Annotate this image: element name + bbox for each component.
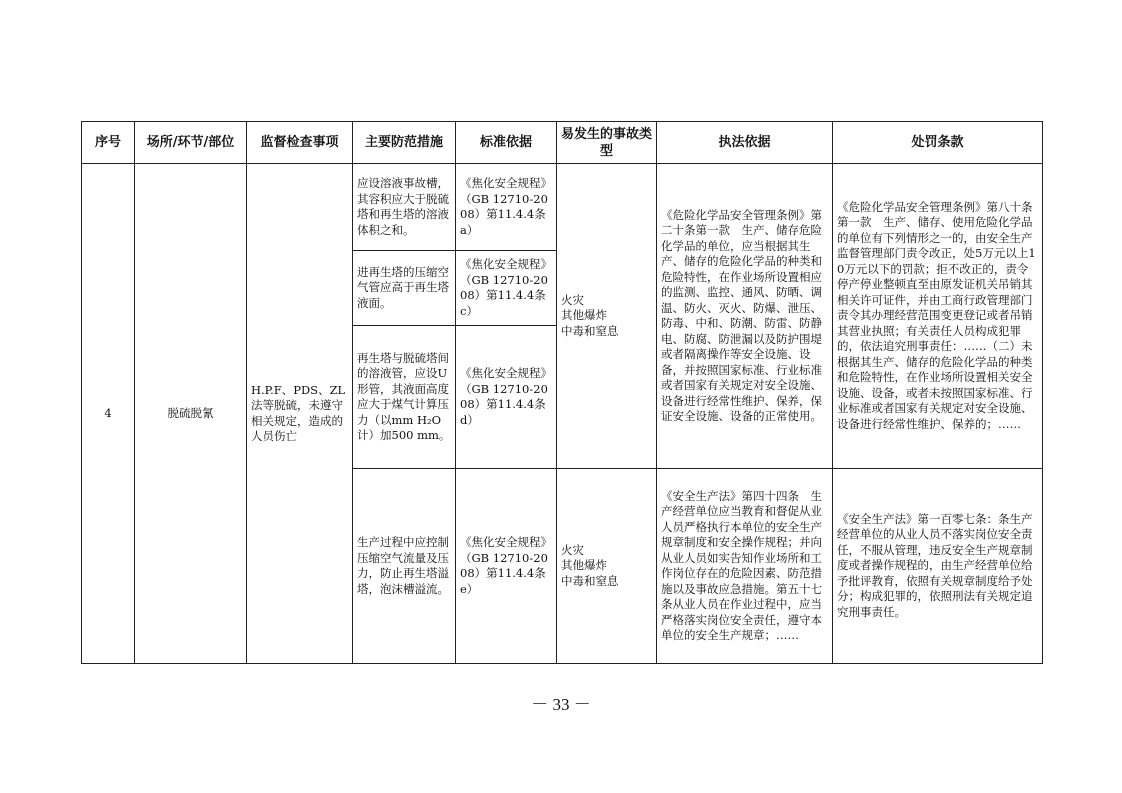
penalty-cell: 《安全生产法》第一百零七条：条生产经营单位的从业人员不落实岗位安全责任，不服从管理，违反安全生产规章制度或者操作规程的，由生产经营单位给予批评教育，依照有关规章制度给予处分；构成犯罪的，依照刑法有关规定追究刑事责任。 bbox=[833, 469, 1043, 664]
measure-cell: 再生塔与脱硫塔间的溶液管，应设U形管，其液面高度应大于煤气计算压力（以mm H₂O计）加500 mm。 bbox=[353, 326, 456, 469]
standard-cell: 《焦化安全规程》（GB 12710-2008）第11.4.4条a） bbox=[456, 164, 557, 251]
header-item: 监督检查事项 bbox=[247, 122, 353, 164]
measure-cell: 生产过程中应控制压缩空气流量及压力，防止再生塔溢塔，泡沫槽溢流。 bbox=[353, 469, 456, 664]
seq-cell: 4 bbox=[82, 164, 135, 664]
place-cell: 脱硫脱氰 bbox=[135, 164, 247, 664]
page-number: － 33 － bbox=[531, 695, 591, 714]
legal-basis-cell: 《危险化学品安全管理条例》第二十条第一款 生产、储存危险化学品的单位，应当根据其生产、储存的危险化学品的种类和危险特性，在作业场所设置相应的监测、监控、通风、防晒、调温、防火、灭火、防爆、泄压、防毒、中和、防潮、防雷、防静电、防腐、防泄漏以及防护围堤或者隔离操作等安全设施、设备，并按照国家标准、行业标准或者国家有关规定对安全设施、设备进行经常性维护、保养，保证安全设施、设备的正常使用。 bbox=[657, 164, 833, 469]
header-legal-basis: 执法依据 bbox=[657, 122, 833, 164]
penalty-cell: 《危险化学品安全管理条例》第八十条第一款 生产、储存、使用危险化学品的单位有下列情形之一的，由安全生产监督管理部门责令改正，处5万元以上10万元以下的罚款；拒不改正的，责令停产停业整顿直至由原发证机关吊销其相关许可证件，并由工商行政管理部门责令其办理经营范围变更登记或者吊销其营业执照；有关责任人员构成犯罪的，依法追究刑事责任：……（二）未根据其生产、储存的危险化学品的种类和危险特性，在作业场所设置相关安全设施、设备，或者未按照国家标准、行业标准或者国家有关规定对安全设施、设备进行经常性维护、保养的；…… bbox=[833, 164, 1043, 469]
header-seq: 序号 bbox=[82, 122, 135, 164]
measure-cell: 应设溶液事故槽，其容积应大于脱硫塔和再生塔的溶液体积之和。 bbox=[353, 164, 456, 251]
header-row bbox=[82, 122, 1043, 164]
header-measures: 主要防范措施 bbox=[353, 122, 456, 164]
table-row bbox=[82, 164, 1043, 251]
header-standard: 标准依据 bbox=[456, 122, 557, 164]
measure-cell: 进再生塔的压缩空气管应高于再生塔液面。 bbox=[353, 251, 456, 326]
standard-cell: 《焦化安全规程》（GB 12710-2008）第11.4.4条e） bbox=[456, 469, 557, 664]
header-place: 场所/环节/部位 bbox=[135, 122, 247, 164]
regulation-table bbox=[81, 121, 1043, 664]
standard-cell: 《焦化安全规程》（GB 12710-2008）第11.4.4条d） bbox=[456, 326, 557, 469]
inspection-item-cell: H.P.F、PDS、ZL法等脱硫，未遵守相关规定，造成的人员伤亡 bbox=[247, 164, 353, 664]
header-accident: 易发生的事故类型 bbox=[557, 122, 657, 164]
standard-cell: 《焦化安全规程》（GB 12710-2008）第11.4.4条c） bbox=[456, 251, 557, 326]
header-penalty: 处罚条款 bbox=[833, 122, 1043, 164]
accident-type-cell: 火灾 其他爆炸 中毒和窒息 bbox=[557, 469, 657, 664]
legal-basis-cell: 《安全生产法》第四十四条 生产经营单位应当教育和督促从业人员严格执行本单位的安全生产规章制度和安全操作规程；并向从业人员如实告知作业场所和工作岗位存在的危险因素、防范措施以及事故应急措施。第五十七条从业人员在作业过程中，应当严格落实岗位安全责任，遵守本单位的安全生产规章；…… bbox=[657, 469, 833, 664]
accident-type-cell: 火灾 其他爆炸 中毒和窒息 bbox=[557, 164, 657, 469]
